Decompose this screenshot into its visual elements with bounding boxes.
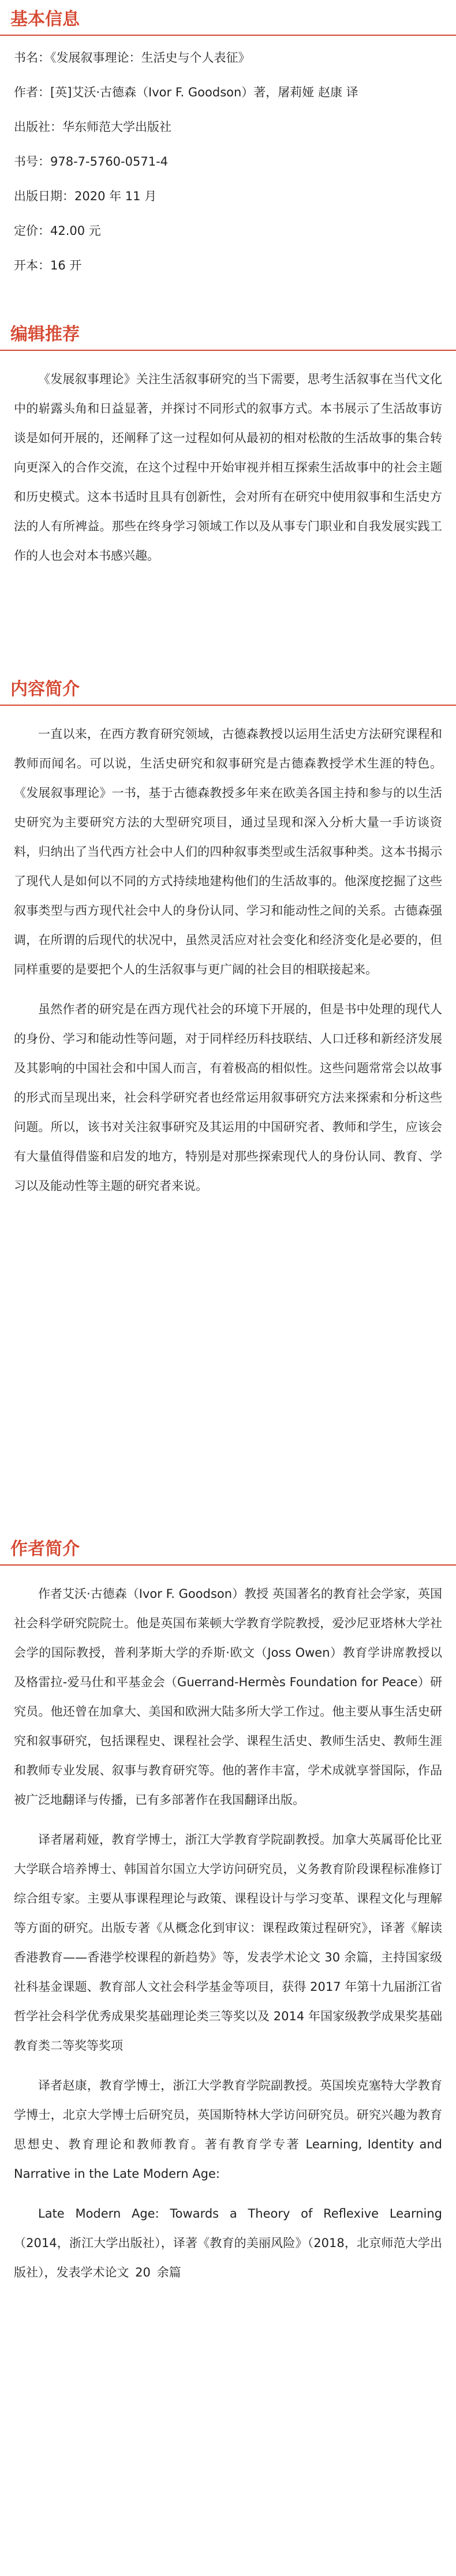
content-intro-divider [0,705,456,706]
editor-recommendation-heading: 编辑推荐 [10,324,80,345]
info-row-isbn: 书号：978-7-5760-0571-4 [14,155,169,169]
author-intro-section [0,1538,456,2287]
author-intro-paragraph-tu-liya: 译者屠莉娅，教育学博士，浙江大学教育学院副教授。加拿大英属哥伦比亚大学联合培养博士、韩国首尔国立大学访问研究员，义务教育阶段课程标准修订综合组专家。主要从事课程理论与政策、课程设计与学习变革、课程文化与理解等方面的研究。出版专著《从概念化到审议：课程政策过程研究》，译著《解读香港教育——香港学校课程的新趋势》等，发表学术论文 30 余篇，主持国家级社科基金课题、教育部人文社会科学基金等项目，获得 2017 年第十九届浙江省哲学社会科学优秀成果奖基础理论类三等奖以及 2014 年国家级教学成果奖基础教育类二等奖等奖项 [14,1833,442,2053]
basic-info-heading: 基本信息 [10,9,80,29]
basic-info-divider [0,35,456,36]
basic-info-list [0,50,456,274]
content-intro-heading: 内容简介 [10,679,80,699]
info-row-publish-date: 出版日期：2020 年 11 月 [14,189,157,203]
author-intro-heading: 作者简介 [10,1539,80,1559]
author-intro-paragraph-zhao-kang: 译者赵康，教育学博士，浙江大学教育学院副教授。英国埃克塞特大学教育学博士，北京大学博士后研究员，英国斯特林大学访问研究员。研究兴趣为教育思想史、教育理论和教师教育。著有教育学专著 Learning, Identity and Narrative in the Late Modern Age: [14,2079,442,2181]
author-intro-divider [0,1564,456,1566]
basic-info-section [0,8,456,292]
info-row-publisher: 出版社：华东师范大学出版社 [14,120,171,134]
info-row-format: 开本：16 开 [14,259,82,272]
author-intro-paragraph-zhao-kang-cont: Late Modern Age: Towards a Theory of Reflexive Learning（2014，浙江大学出版社），译著《教育的美丽风险》（2018，北京师范大学出版社），发表学术论文 20 余篇 [14,2207,442,2279]
content-intro-paragraph-2: 虽然作者的研究是在西方现代社会的环境下开展的，但是书中处理的现代人的身份、学习和能动性等问题，对于同样经历科技联结、人口迁移和新经济发展及其影响的中国社会和中国人而言，有着极高的相似性。这些问题常常会以故事的形式而呈现出来，社会科学研究者也经常运用叙事研究方法来探索和分析这些问题。所以，该书对关注叙事研究及其运用的中国研究者、教师和学生，应该会有大量值得借鉴和启发的地方，特别是对那些探索现代人的身份认同、教育、学习以及能动性等主题的研究者来说。 [14,1002,442,1193]
editor-recommendation-divider [0,350,456,351]
info-row-price: 定价：42.00 元 [14,224,101,238]
editor-recommendation-section [0,323,456,571]
info-row-book-title: 书名：《发展叙事理论：生活史与个人表征》 [14,51,251,65]
editor-recommendation-paragraph: 《发展叙事理论》关注生活叙事研究的当下需要，思考生活叙事在当代文化中的崭露头角和日益显著，并探讨不同形式的叙事方式。本书展示了生活故事访谈是如何开展的，还阐释了这一过程如何从最初的相对松散的生活故事的集合转向更深入的合作交流，在这个过程中开始审视并相互探索生活故事中的社会主题和历史模式。这本书适时且具有创新性，会对所有在研究中使用叙事和生活史方法的人有所裨益。那些在终身学习领域工作以及从事专门职业和自我发展实践工作的人也会对本书感兴趣。 [14,372,442,563]
content-intro-paragraph-1: 一直以来，在西方教育研究领域，古德森教授以运用生活史方法研究课程和教师而闻名。可以说，生活史研究和叙事研究是古德森教授学术生涯的特色。《发展叙事理论》一书，基于古德森教授多年来在欧美各国主持和参与的以生活史研究为主要研究方法的大型研究项目，通过呈现和深入分析大量一手访谈资料，归纳出了当代西方社会中人们的四种叙事类型或生活叙事种类。这本书揭示了现代人是如何以不同的方式持续地建构他们的生活故事的。他深度挖掘了这些叙事类型与西方现代社会中人的身份认同、学习和能动性之间的关系。古德森强调，在所谓的后现代的状况中，虽然灵活应对社会变化和经济变化是必要的，但同样重要的是要把个人的生活叙事与更广阔的社会目的相联接起来。 [14,727,442,976]
content-intro-section [0,678,456,1201]
author-intro-paragraph-goodson: 作者艾沃·古德森（Ivor F. Goodson）教授 英国著名的教育社会学家，英国社会科学研究院院士。他是英国布莱顿大学教育学院教授，爱沙尼亚塔林大学社会学的国际教授，普利茅斯大学的乔斯·欧文（Joss Owen）教育学讲席教授以及格雷拉-爱马仕和平基金会（Guerrand-Hermès Foundation for Peace）研究员。他还曾在加拿大、美国和欧洲大陆多所大学工作过。他主要从事生活史研究和叙事研究，包括课程史、课程社会学、课程生活史、教师生活史、教师生涯和教师专业发展、叙事与教育研究等。他的著作丰富，学术成就享誉国际，作品被广泛地翻译与传播，已有多部著作在我国翻译出版。 [14,1587,442,1807]
info-row-author: 作者：[英]艾沃·古德森（Ivor F. Goodson）著，屠莉娅 赵康 译 [14,85,358,99]
